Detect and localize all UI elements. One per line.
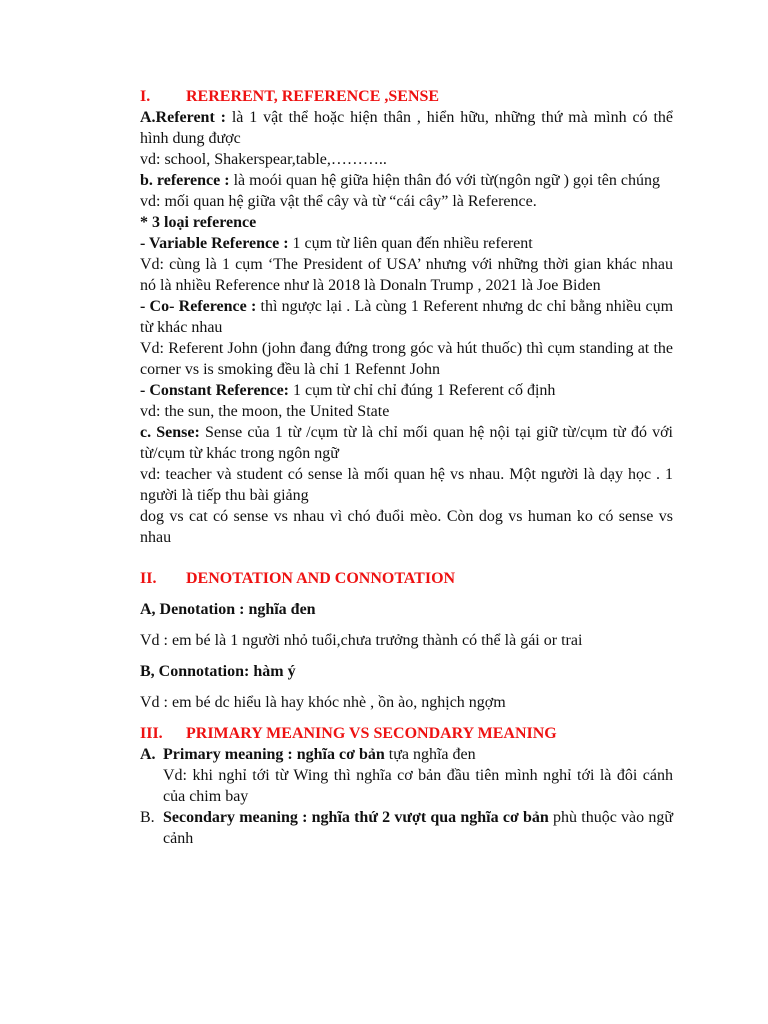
- primary-meaning-text: tựa nghĩa đen: [384, 746, 476, 763]
- section-number: I.: [140, 88, 151, 105]
- constant-reference-paragraph: [140, 380, 673, 401]
- variable-reference-label: - Variable Reference :: [140, 235, 289, 252]
- co-reference-text: thì ngược lại . Là cùng 1 Referent nhưng dc chỉ bằng nhiều cụm từ khác nhau: [140, 298, 674, 336]
- list-marker: A.: [140, 746, 156, 763]
- sense-paragraph: [140, 422, 673, 464]
- section-heading-1: [140, 86, 673, 107]
- secondary-meaning-body: [163, 807, 673, 849]
- constant-reference-text: 1 cụm từ chỉ chỉ đúng 1 Referent cố định: [289, 382, 556, 399]
- co-reference-label: - Co- Reference :: [140, 298, 257, 315]
- reference-text: là moói quan hệ giữa hiện thân đó với từ(ngôn ngữ ) gọi tên chúng: [229, 172, 660, 189]
- denotation-example: Vd : em bé là 1 người nhỏ tuổi,chưa trưởng thành có thể là gái or trai: [140, 632, 583, 649]
- constant-reference-example: vd: the sun, the moon, the United State: [140, 403, 390, 420]
- constant-reference-label: - Constant Reference:: [140, 382, 289, 399]
- section-heading-2: [140, 568, 673, 589]
- variable-reference-example: Vd: cùng là 1 cụm ‘The President of USA’ nhưng với những thời gian khác nhau nó là nhiều Reference như là 2018 là Donaln Trump , 2021 là Joe Biden: [140, 256, 673, 294]
- reference-types-heading-text: * 3 loại reference: [140, 214, 257, 231]
- section-title: DENOTATION AND CONNOTATION: [186, 570, 456, 587]
- variable-reference-text: 1 cụm từ liên quan đến nhiều referent: [288, 235, 533, 252]
- sense-example-2: dog vs cat có sense vs nhau vì chó đuổi mèo. Còn dog vs human ko có sense vs nhau: [140, 508, 673, 546]
- section-number: III.: [140, 725, 163, 742]
- section-heading-3: [140, 723, 673, 744]
- secondary-meaning-text: phù thuộc vào ngữ cảnh: [163, 809, 673, 847]
- sense-text: Sense của 1 từ /cụm từ là chỉ mối quan hệ nội tại giữ từ/cụm từ đó với từ/cụm từ khác trong ngôn ngữ: [140, 424, 674, 462]
- secondary-meaning-label: Secondary meaning : nghĩa thứ 2 vượt qua nghĩa cơ bản: [163, 809, 549, 826]
- reference-paragraph: [140, 170, 673, 191]
- denotation-heading: [140, 599, 673, 620]
- primary-meaning-example: Vd: khi nghỉ tới từ Wing thì nghĩa cơ bản đầu tiên mình nghỉ tới là đôi cánh của chim bay: [163, 767, 673, 805]
- document-page: [140, 86, 673, 849]
- referent-label: A.Referent :: [140, 109, 226, 126]
- sense-example-1: vd: teacher và student có sense là mối quan hệ vs nhau. Một người là dạy học . 1 người là tiếp thu bài giảng: [140, 466, 673, 504]
- referent-paragraph: [140, 107, 673, 149]
- section-number: II.: [140, 570, 157, 587]
- referent-text: là 1 vật thể hoặc hiện thân , hiển hữu, những thứ mà mình có thể hình dung được: [140, 109, 674, 147]
- section-title: PRIMARY MEANING VS SECONDARY MEANING: [186, 725, 557, 742]
- co-reference-example: Vd: Referent John (john đang đứng trong góc và hút thuốc) thì cụm standing at the corner vs is smoking đều là chỉ 1 Refennt John: [140, 340, 673, 378]
- reference-types-heading: [140, 212, 673, 233]
- referent-example: vd: school, Shakerspear,table,………..: [140, 151, 387, 168]
- primary-meaning-body: [163, 744, 673, 765]
- variable-reference-paragraph: [140, 233, 673, 254]
- connotation-heading: [140, 661, 673, 682]
- connotation-example: Vd : em bé dc hiểu là hay khóc nhè , ồn ào, nghịch ngợm: [140, 694, 506, 711]
- list-marker: B.: [140, 809, 155, 826]
- primary-meaning-label: Primary meaning : nghĩa cơ bản: [163, 746, 385, 763]
- co-reference-paragraph: [140, 296, 673, 338]
- section-title: RERERENT, REFERENCE ,SENSE: [186, 88, 440, 105]
- secondary-meaning-item: [140, 807, 673, 849]
- sense-label: c. Sense:: [140, 424, 200, 441]
- primary-meaning-item: [140, 744, 673, 765]
- connotation-heading-text: B, Connotation: hàm ý: [140, 663, 296, 680]
- denotation-heading-text: A, Denotation : nghĩa đen: [140, 601, 316, 618]
- reference-example: vd: mối quan hệ giữa vật thể cây và từ “cái cây” là Reference.: [140, 193, 537, 210]
- reference-label: b. reference :: [140, 172, 230, 189]
